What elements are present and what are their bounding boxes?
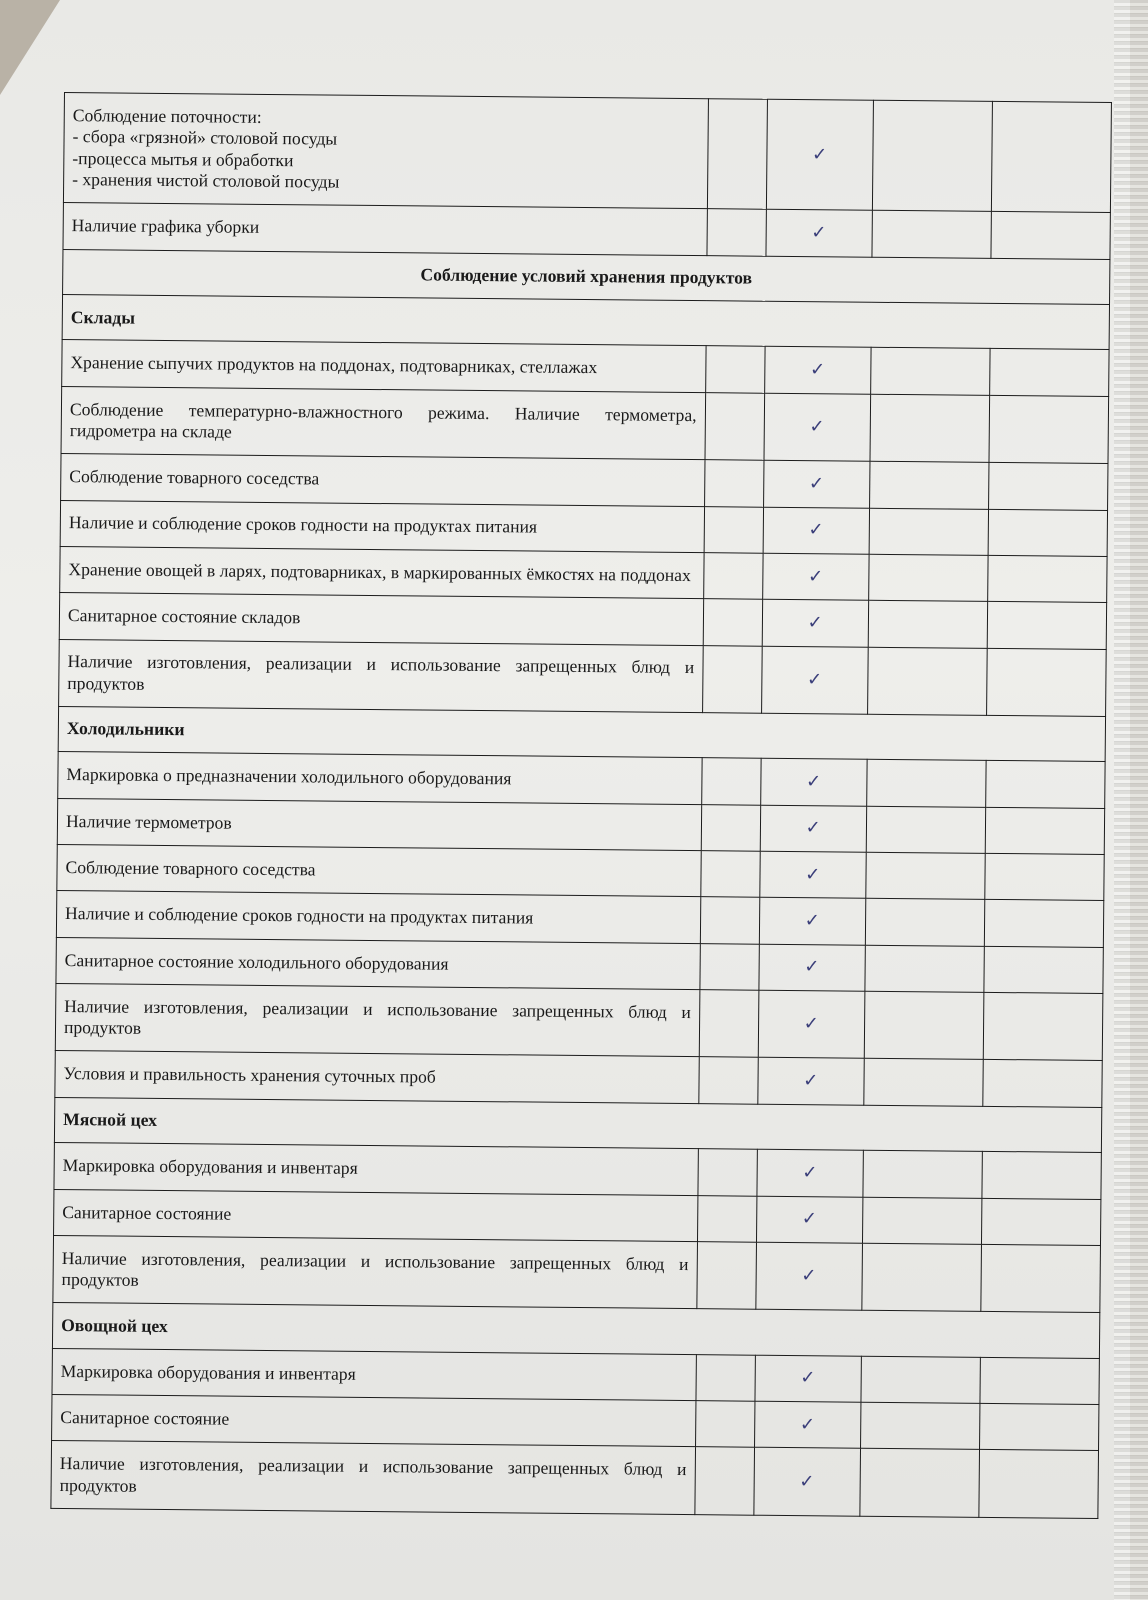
- check-mark-icon: ✓: [760, 759, 866, 806]
- check-mark-icon: ✓: [766, 99, 873, 210]
- criterion-text: Санитарное состояние: [54, 1189, 698, 1242]
- criterion-text: Наличие и соблюдение сроков годности на продуктах питания: [60, 500, 704, 553]
- empty-cell: [698, 1057, 758, 1104]
- empty-cell: [864, 991, 984, 1060]
- checklist-table: [50, 92, 1112, 1519]
- empty-cell: [868, 554, 988, 602]
- empty-cell: [863, 1150, 983, 1198]
- empty-cell: [987, 555, 1107, 603]
- empty-cell: [704, 506, 764, 553]
- check-mark-icon: ✓: [759, 898, 865, 945]
- check-mark-icon: ✓: [764, 393, 871, 461]
- check-mark-icon: ✓: [764, 347, 870, 394]
- empty-cell: [700, 943, 760, 990]
- check-mark-icon: ✓: [758, 990, 865, 1058]
- empty-cell: [705, 346, 765, 393]
- check-mark-icon: ✓: [762, 599, 868, 646]
- check-mark-icon: ✓: [760, 805, 866, 852]
- empty-cell: [860, 1402, 980, 1450]
- criterion-text: Санитарное состояние складов: [59, 593, 703, 646]
- criterion-text: Наличие изготовления, реализации и использование запрещенных блюд и продуктов: [53, 1235, 697, 1309]
- criterion-text: Наличие изготовления, реализации и использование запрещенных блюд и продуктов: [59, 639, 703, 713]
- empty-cell: [981, 1244, 1101, 1313]
- empty-cell: [865, 945, 985, 993]
- empty-cell: [982, 1152, 1102, 1200]
- empty-cell: [695, 1447, 755, 1515]
- check-mark-icon: ✓: [758, 1058, 864, 1105]
- empty-cell: [695, 1401, 755, 1448]
- empty-cell: [707, 209, 767, 256]
- empty-cell: [865, 852, 985, 900]
- empty-cell: [707, 99, 767, 210]
- table-row: [59, 639, 1107, 716]
- empty-cell: [991, 101, 1111, 212]
- table-title: Соблюдение условий хранения продуктов: [63, 249, 1110, 304]
- empty-cell: [697, 1195, 757, 1242]
- empty-cell: [985, 853, 1105, 901]
- empty-cell: [700, 897, 760, 944]
- empty-cell: [869, 461, 989, 509]
- empty-cell: [983, 1060, 1103, 1108]
- empty-cell: [991, 212, 1111, 260]
- empty-cell: [699, 990, 759, 1058]
- criterion-text: Наличие изготовления, реализации и использование запрещенных блюд и продуктов: [51, 1441, 695, 1515]
- empty-cell: [700, 851, 760, 898]
- section-heading: Овощной цех: [52, 1303, 1099, 1358]
- criterion-text: Соблюдение товарного соседства: [61, 454, 705, 507]
- criterion-text: Соблюдение температурно-влажностного режима. Наличие термометра, гидрометра на складе: [61, 386, 705, 460]
- empty-cell: [862, 1197, 982, 1245]
- check-mark-icon: ✓: [760, 851, 866, 898]
- empty-cell: [984, 900, 1104, 948]
- empty-cell: [983, 992, 1103, 1061]
- criterion-line: -процесса мытья и обработки: [72, 147, 294, 170]
- empty-cell: [865, 899, 985, 947]
- section-heading: Холодильники: [58, 706, 1105, 761]
- criterion-text: Хранение сыпучих продуктов на поддонах, подтоварниках, стеллажах: [62, 340, 706, 393]
- criterion-text: Санитарное состояние холодильного оборудования: [56, 937, 700, 990]
- check-mark-icon: ✓: [759, 944, 865, 991]
- empty-cell: [872, 100, 992, 211]
- check-mark-icon: ✓: [761, 646, 868, 714]
- empty-cell: [861, 1356, 981, 1404]
- page-edge: [1114, 0, 1148, 1600]
- empty-cell: [986, 648, 1106, 717]
- criterion-text: Маркировка оборудования и инвентаря: [52, 1348, 696, 1401]
- empty-cell: [705, 392, 765, 460]
- check-mark-icon: ✓: [756, 1196, 862, 1243]
- empty-cell: [861, 1243, 981, 1312]
- empty-cell: [703, 553, 763, 600]
- empty-cell: [697, 1242, 757, 1310]
- table-row: [63, 93, 1111, 213]
- check-mark-icon: ✓: [754, 1401, 860, 1448]
- check-mark-icon: ✓: [763, 507, 869, 554]
- empty-cell: [870, 394, 990, 463]
- empty-cell: [868, 600, 988, 648]
- empty-cell: [701, 804, 761, 851]
- criterion-text: [63, 93, 708, 210]
- check-mark-icon: ✓: [756, 1242, 863, 1310]
- empty-cell: [989, 349, 1109, 397]
- table-row: [53, 1235, 1101, 1312]
- table-row: [61, 386, 1109, 463]
- empty-cell: [869, 508, 989, 556]
- table-row: [51, 1441, 1099, 1518]
- criterion-text: Наличие и соблюдение сроков годности на продуктах питания: [56, 891, 700, 944]
- criterion-text: Соблюдение товарного соседства: [57, 845, 701, 898]
- empty-cell: [866, 806, 986, 854]
- empty-cell: [981, 1198, 1101, 1246]
- criterion-line: Соблюдение поточности:: [72, 104, 262, 127]
- empty-cell: [985, 807, 1105, 855]
- check-mark-icon: ✓: [757, 1149, 863, 1196]
- check-mark-icon: ✓: [763, 460, 869, 507]
- empty-cell: [704, 460, 764, 507]
- empty-cell: [870, 348, 990, 396]
- empty-cell: [989, 395, 1109, 464]
- empty-cell: [866, 760, 986, 808]
- empty-cell: [979, 1450, 1099, 1519]
- empty-cell: [979, 1403, 1099, 1451]
- check-mark-icon: ✓: [762, 553, 868, 600]
- criterion-text: Наличие графика уборки: [63, 203, 707, 256]
- criterion-text: Наличие изготовления, реализации и использование запрещенных блюд и продуктов: [55, 984, 699, 1058]
- empty-cell: [702, 645, 762, 713]
- criterion-line: - сбора «грязной» столовой посуды: [72, 126, 338, 149]
- empty-cell: [980, 1357, 1100, 1405]
- criterion-text: Маркировка оборудования и инвентаря: [54, 1143, 698, 1196]
- check-mark-icon: ✓: [755, 1355, 861, 1402]
- empty-cell: [988, 463, 1108, 511]
- section-heading: Склады: [62, 295, 1109, 350]
- empty-cell: [867, 647, 987, 716]
- empty-cell: [872, 211, 992, 259]
- empty-cell: [988, 509, 1108, 557]
- empty-cell: [698, 1149, 758, 1196]
- criterion-line: - хранения чистой столовой посуды: [72, 169, 340, 192]
- section-heading: Мясной цех: [54, 1097, 1101, 1152]
- criterion-text: Маркировка о предназначении холодильного оборудования: [58, 752, 702, 805]
- empty-cell: [860, 1449, 980, 1518]
- empty-cell: [701, 758, 761, 805]
- criterion-text: Условия и правильность хранения суточных проб: [55, 1051, 699, 1104]
- empty-cell: [703, 599, 763, 646]
- check-mark-icon: ✓: [754, 1448, 861, 1516]
- check-mark-icon: ✓: [766, 210, 872, 257]
- criterion-text: Хранение овощей в ларях, подтоварниках, в маркированных ёмкостях на поддонах: [60, 546, 704, 599]
- criterion-text: Санитарное состояние: [52, 1394, 696, 1447]
- criterion-text: Наличие термометров: [57, 798, 701, 851]
- table-row: [55, 984, 1103, 1061]
- empty-cell: [987, 602, 1107, 650]
- empty-cell: [863, 1059, 983, 1107]
- empty-cell: [696, 1354, 756, 1401]
- empty-cell: [984, 946, 1104, 994]
- empty-cell: [985, 761, 1105, 809]
